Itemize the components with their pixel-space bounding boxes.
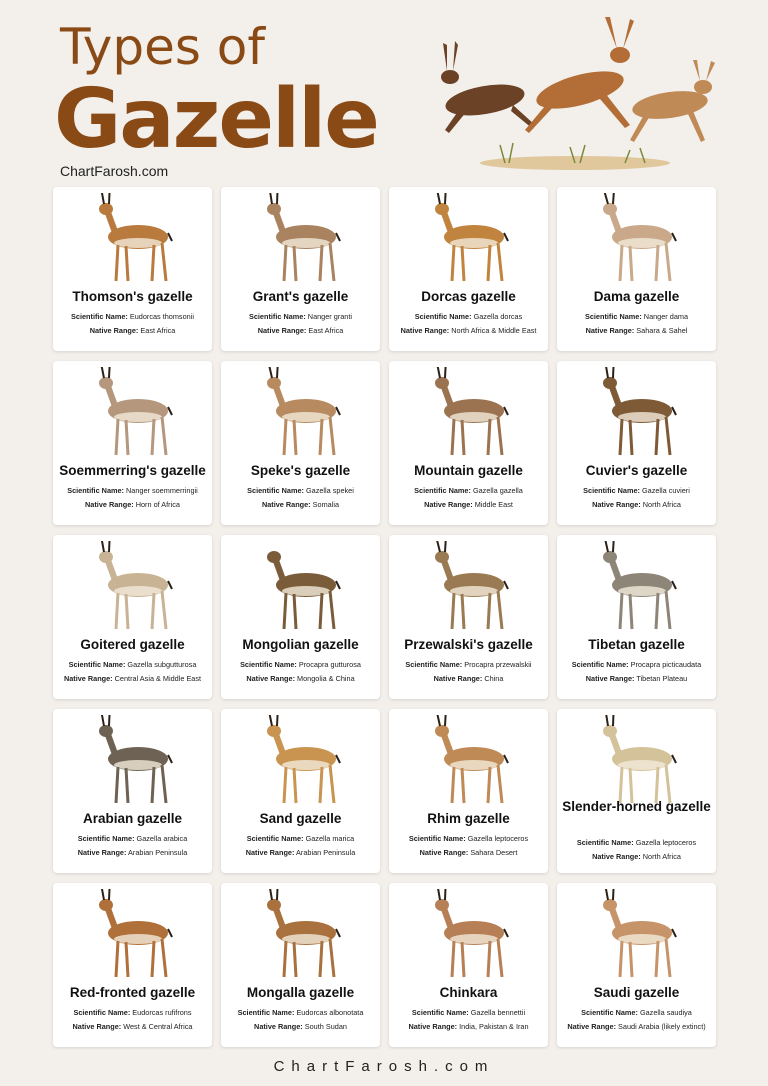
native-range: India, Pakistan & Iran (459, 1022, 529, 1031)
gazelle-card (389, 709, 548, 873)
native-range-row (53, 1020, 212, 1034)
scientific-label: Scientific Name: (71, 312, 128, 321)
native-range-row (389, 498, 548, 512)
gazelle-card (389, 883, 548, 1047)
gazelle-icon (416, 193, 521, 285)
native-range-row (557, 1020, 716, 1034)
gazelle-card (221, 187, 380, 351)
scientific-name-row (557, 1006, 716, 1020)
native-range: Saudi Arabia (likely extinct) (618, 1022, 706, 1031)
scientific-label: Scientific Name: (73, 1008, 131, 1017)
gazelle-info (557, 658, 716, 686)
gazelle-name: Cuvier's gazelle (585, 463, 688, 478)
gazelle-icon (584, 715, 689, 807)
scientific-label: Scientific Name: (411, 1008, 469, 1017)
gazelle-card (389, 535, 548, 699)
gazelle-name: Thomson's gazelle (72, 289, 193, 304)
gazelle-info (53, 658, 212, 686)
native-range-row (557, 850, 716, 864)
scientific-name: Gazella leptoceros (467, 834, 529, 843)
gazelle-icon (416, 367, 521, 459)
scientific-name-row (389, 310, 548, 324)
gazelle-info (221, 484, 380, 512)
native-range-row (389, 1020, 548, 1034)
gazelle-info (557, 484, 716, 512)
scientific-label: Scientific Name: (408, 834, 466, 843)
gazelle-info (53, 832, 212, 860)
scientific-label: Scientific Name: (414, 486, 471, 495)
gazelle-card (557, 883, 716, 1047)
native-range-row (389, 846, 548, 860)
native-range-row (557, 672, 716, 686)
scientific-name-row (557, 484, 716, 498)
native-range: North Africa (642, 852, 681, 861)
range-label: Native Range: (261, 500, 311, 509)
gazelle-info (557, 1006, 716, 1034)
native-range-row (389, 672, 548, 686)
gazelle-name: Red-fronted gazelle (69, 985, 196, 1000)
scientific-name-row (221, 658, 380, 672)
scientific-label: Scientific Name: (248, 312, 306, 321)
range-label: Native Range: (63, 674, 113, 683)
native-range-row (53, 498, 212, 512)
native-range: Somalia (312, 500, 340, 509)
gazelle-card (557, 535, 716, 699)
gazelle-name: Saudi gazelle (593, 985, 680, 1000)
range-label: Native Range: (85, 500, 134, 509)
scientific-name: Eudorcas rufifrons (132, 1008, 192, 1017)
gazelle-icon (248, 367, 353, 459)
gazelle-card (557, 187, 716, 351)
scientific-name: Eudorcas thomsonii (129, 312, 194, 321)
gazelle-card (221, 709, 380, 873)
gazelle-grid (53, 187, 716, 1047)
gazelle-name: Chinkara (439, 985, 498, 1000)
gazelle-card (221, 535, 380, 699)
native-range: Sahara & Sahel (636, 326, 688, 335)
gazelle-card (221, 883, 380, 1047)
gazelle-icon (248, 715, 353, 807)
scientific-name-row (557, 310, 716, 324)
range-label: Native Range: (400, 326, 450, 335)
gazelle-name: Grant's gazelle (252, 289, 349, 304)
gazelle-card (53, 535, 212, 699)
scientific-label: Scientific Name: (571, 660, 629, 669)
gazelle-name: Goitered gazelle (80, 637, 185, 652)
gazelle-name: Arabian gazelle (82, 811, 183, 826)
gazelle-info (53, 310, 212, 338)
range-label: Native Range: (254, 1022, 303, 1031)
gazelle-info (389, 658, 548, 686)
scientific-name: Nanger soemmerringii (126, 486, 198, 495)
range-label: Native Range: (89, 326, 139, 335)
scientific-name: Nanger granti (307, 312, 353, 321)
native-range-row (389, 324, 548, 338)
native-range: East Africa (140, 326, 176, 335)
gazelle-info (221, 1006, 380, 1034)
gazelle-name: Mongolian gazelle (242, 637, 359, 652)
gazelle-info (557, 836, 716, 864)
gazelle-info (389, 1006, 548, 1034)
scientific-name-row (53, 832, 212, 846)
native-range: Arabian Peninsula (128, 848, 188, 857)
scientific-name: Gazella dorcas (473, 312, 523, 321)
gazelle-name: Slender-horned gazelle (562, 799, 711, 814)
range-label: Native Range: (433, 674, 483, 683)
scientific-label: Scientific Name: (576, 838, 634, 847)
scientific-name-row (557, 658, 716, 672)
native-range-row (221, 498, 380, 512)
scientific-name-row (53, 310, 212, 324)
native-range: Arabian Peninsula (296, 848, 356, 857)
scientific-label: Scientific Name: (405, 660, 463, 669)
gazelle-icon (248, 193, 353, 285)
gazelle-icon (80, 715, 185, 807)
scientific-label: Scientific Name: (77, 834, 135, 843)
native-range-row (221, 1020, 380, 1034)
native-range-row (53, 846, 212, 860)
native-range: Mongolia & China (297, 674, 355, 683)
gazelle-card (389, 187, 548, 351)
leaping-gazelles-illustration (425, 5, 725, 175)
gazelle-info (389, 310, 548, 338)
gazelle-icon (584, 193, 689, 285)
scientific-name-row (221, 484, 380, 498)
gazelle-icon (584, 889, 689, 981)
gazelle-name: Dama gazelle (593, 289, 680, 304)
scientific-name-row (53, 484, 212, 498)
native-range: North Africa (642, 500, 681, 509)
native-range-row (221, 846, 380, 860)
scientific-label: Scientific Name: (583, 486, 640, 495)
gazelle-icon (416, 541, 521, 633)
native-range: China (484, 674, 504, 683)
scientific-name: Nanger dama (643, 312, 689, 321)
native-range-row (53, 324, 212, 338)
range-label: Native Range: (257, 326, 307, 335)
title-line-1: Types of (60, 18, 265, 76)
native-range-row (557, 498, 716, 512)
native-range: West & Central Africa (123, 1022, 193, 1031)
range-label: Native Range: (246, 674, 296, 683)
scientific-name-row (53, 1006, 212, 1020)
native-range: South Sudan (304, 1022, 347, 1031)
range-label: Native Range: (424, 500, 473, 509)
scientific-label: Scientific Name: (414, 312, 472, 321)
native-range: North Africa & Middle East (451, 326, 537, 335)
gazelle-name: Soemmerring's gazelle (59, 463, 206, 478)
gazelle-name: Sand gazelle (259, 811, 342, 826)
scientific-name-row (221, 1006, 380, 1020)
gazelle-icon (584, 541, 689, 633)
scientific-name-row (221, 832, 380, 846)
gazelle-card (557, 709, 716, 873)
scientific-name: Procapra picticaudata (630, 660, 702, 669)
site-label-top: ChartFarosh.com (60, 163, 169, 179)
gazelle-card (389, 361, 548, 525)
range-label: Native Range: (77, 848, 127, 857)
scientific-name: Gazella leptoceros (635, 838, 697, 847)
native-range: Central Asia & Middle East (114, 674, 202, 683)
scientific-label: Scientific Name: (584, 312, 642, 321)
gazelle-card (53, 187, 212, 351)
site-label-bottom: ChartFarosh.com (273, 1058, 495, 1075)
scientific-label: Scientific Name: (240, 660, 297, 669)
gazelle-info (221, 832, 380, 860)
range-label: Native Range: (72, 1022, 122, 1031)
scientific-label: Scientific Name: (67, 486, 124, 495)
scientific-name: Gazella bennettii (470, 1008, 526, 1017)
scientific-name: Gazella arabica (136, 834, 188, 843)
scientific-name-row (557, 836, 716, 850)
gazelle-name: Dorcas gazelle (421, 289, 516, 304)
scientific-label: Scientific Name: (246, 834, 304, 843)
gazelle-card (53, 361, 212, 525)
scientific-label: Scientific Name: (237, 1008, 295, 1017)
gazelle-name: Mountain gazelle (414, 463, 523, 478)
gazelle-icon (80, 889, 185, 981)
scientific-name-row (389, 484, 548, 498)
gazelle-info (53, 484, 212, 512)
scientific-name: Gazella subgutturosa (127, 660, 197, 669)
scientific-name: Gazella marica (305, 834, 355, 843)
scientific-name: Gazella saudiya (639, 1008, 692, 1017)
range-label: Native Range: (408, 1022, 458, 1031)
native-range: East Africa (308, 326, 344, 335)
range-label: Native Range: (585, 674, 635, 683)
gazelle-icon (80, 367, 185, 459)
gazelle-info (389, 832, 548, 860)
page-title: Gazelle (54, 72, 378, 167)
gazelle-icon (80, 193, 185, 285)
gazelle-name: Mongalla gazelle (246, 985, 355, 1000)
gazelle-name: Przewalski's gazelle (404, 637, 533, 652)
gazelle-name: Rhim gazelle (427, 811, 510, 826)
scientific-name: Procapra przewalskii (464, 660, 532, 669)
scientific-name-row (53, 658, 212, 672)
gazelle-info (221, 658, 380, 686)
native-range: Sahara Desert (470, 848, 518, 857)
range-label: Native Range: (592, 852, 641, 861)
native-range-row (557, 324, 716, 338)
scientific-name: Gazella cuvieri (641, 486, 690, 495)
native-range-row (221, 324, 380, 338)
gazelle-name: Tibetan gazelle (588, 637, 685, 652)
range-label: Native Range: (419, 848, 469, 857)
range-label: Native Range: (592, 500, 641, 509)
native-range: Tibetan Plateau (636, 674, 688, 683)
scientific-name: Procapra gutturosa (298, 660, 361, 669)
gazelle-info (389, 484, 548, 512)
scientific-label: Scientific Name: (68, 660, 126, 669)
gazelle-icon (416, 889, 521, 981)
gazelle-card (557, 361, 716, 525)
native-range-row (221, 672, 380, 686)
native-range: Horn of Africa (135, 500, 180, 509)
gazelle-icon (584, 367, 689, 459)
range-label: Native Range: (567, 1022, 617, 1031)
gazelle-info (557, 310, 716, 338)
gazelle-icon (248, 541, 353, 633)
scientific-name: Eudorcas albonotata (296, 1008, 364, 1017)
native-range: Middle East (474, 500, 513, 509)
gazelle-card (221, 361, 380, 525)
scientific-name: Gazella gazella (472, 486, 523, 495)
gazelle-icon (248, 889, 353, 981)
gazelle-card (53, 709, 212, 873)
native-range-row (53, 672, 212, 686)
scientific-name-row (389, 658, 548, 672)
gazelle-info (53, 1006, 212, 1034)
range-label: Native Range: (245, 848, 295, 857)
gazelle-name: Speke's gazelle (250, 463, 351, 478)
scientific-label: Scientific Name: (581, 1008, 638, 1017)
gazelle-card (53, 883, 212, 1047)
scientific-name-row (389, 1006, 548, 1020)
scientific-name-row (389, 832, 548, 846)
range-label: Native Range: (585, 326, 635, 335)
gazelle-icon (416, 715, 521, 807)
scientific-name-row (221, 310, 380, 324)
scientific-name: Gazella spekei (305, 486, 354, 495)
gazelle-info (221, 310, 380, 338)
scientific-label: Scientific Name: (247, 486, 304, 495)
gazelle-icon (80, 541, 185, 633)
